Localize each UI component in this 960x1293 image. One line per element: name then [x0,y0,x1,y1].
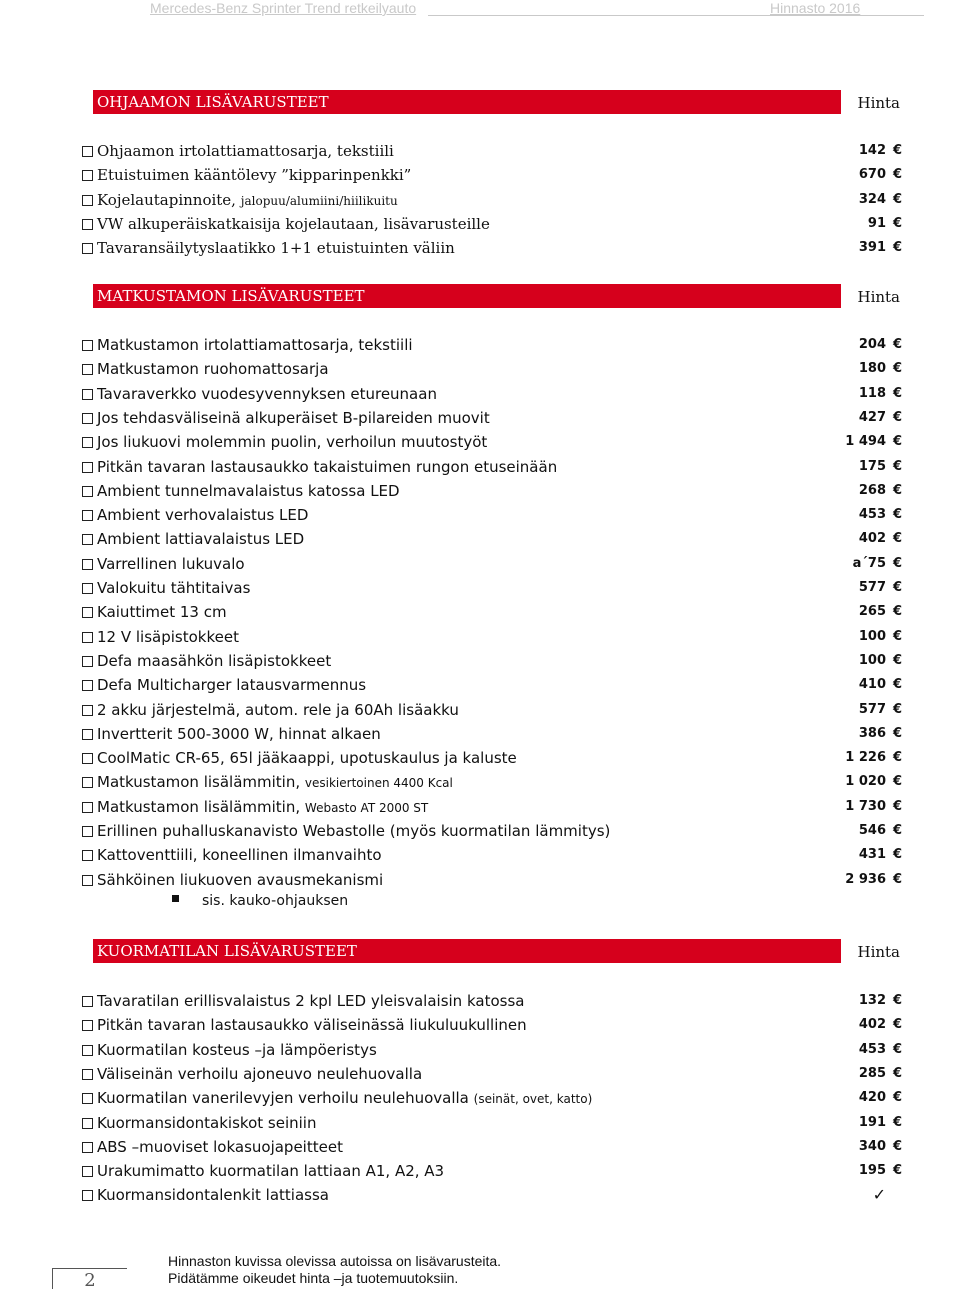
item-label [97,1088,592,1109]
list-item [80,1088,902,1108]
item-label-text: Jos liukuovi molemmin puolin, verhoilun muutostyöt [97,433,488,452]
list-item [80,505,902,525]
item-price-value: 386 [858,725,886,741]
header-price-list: Hinnasto 2016 [770,0,861,16]
item-price [859,724,902,744]
item-label-text: Tavaransäilytyslaatikko 1+1 etuistuinten väliin [97,239,455,258]
item-label-text: Pitkän tavaran lastausaukko väliseinässä liukuluukullinen [97,1016,527,1035]
checkbox-icon[interactable] [82,680,93,691]
item-label-text: Ohjaamon irtolattiamattosarja, tekstiili [97,142,394,160]
item-label [97,1040,377,1060]
item-price [859,408,902,428]
item-price-currency: € [892,361,902,377]
price-header-cargo: Hinta [857,943,900,961]
checkbox-icon[interactable] [82,777,93,788]
checkbox-icon[interactable] [82,1166,93,1177]
item-label [97,1064,422,1084]
item-price [859,651,902,671]
item-price-currency: € [892,1163,902,1179]
item-label [97,1185,329,1205]
item-label [97,481,400,501]
list-item [80,408,902,428]
item-price-currency: € [892,143,902,158]
item-label [97,1015,527,1035]
item-label-note: Webasto AT 2000 ST [304,800,429,815]
item-price-currency: € [892,555,902,571]
item-label [97,505,308,525]
checkbox-icon[interactable] [82,1142,93,1153]
item-price [859,700,902,720]
list-item [80,1040,902,1060]
item-price-value: 410 [858,677,886,693]
item-price [859,845,902,865]
item-label-text: Matkustamon lisälämmitin, [97,773,301,792]
item-label [97,359,329,379]
list-item [80,1113,902,1133]
list-item [80,165,902,185]
item-price-currency: € [892,482,902,498]
item-label-text: Ambient tunnelmavalaistus katossa LED [97,481,400,500]
item-label-text: Defa Multicharger latausvarmennus [97,676,367,695]
item-label-note: (seinät, ovet, katto) [473,1092,593,1107]
item-price-currency: € [892,1017,902,1033]
checkbox-icon[interactable] [82,1093,93,1104]
item-price-currency: € [892,215,902,231]
item-price-currency: € [892,725,902,741]
checkbox-icon[interactable] [82,243,93,254]
item-label-text: 2 akku järjestelmä, autom. rele ja 60Ah lisäakku [97,700,459,719]
section-title-cab: OHJAAMON LISÄVARUSTEET [93,90,841,114]
checkbox-icon[interactable] [82,413,93,424]
list-item [80,238,902,258]
item-label-text: Kuormatilan vanerilevyjen verhoilu neulehuovalla [97,1089,469,1108]
item-price [868,214,902,234]
list-item [80,1137,902,1157]
checkbox-icon[interactable] [82,1069,93,1080]
list-item [80,797,902,817]
item-label [97,432,487,452]
item-price [859,602,902,622]
item-label [97,748,517,768]
list-item [80,870,902,890]
item-price-value: 420 [858,1090,886,1106]
bullet-icon [172,895,179,902]
checkbox-icon[interactable] [82,996,93,1007]
item-price-currency: € [892,580,902,595]
item-label [97,651,331,671]
item-price-value: 340 [858,1138,886,1154]
item-price [859,1113,902,1133]
item-price-currency: € [892,1065,902,1081]
checkbox-icon[interactable] [82,559,93,570]
item-label [97,602,227,622]
item-label-text: Tavaraverkko vuodesyvennyksen etureunaan [97,384,437,403]
header-title: Mercedes-Benz Sprinter Trend retkeilyauto [150,0,417,16]
item-label-text: Urakumimatto kuormatilan lattiaan A1, A2, A3 [97,1162,445,1181]
item-label [97,1113,316,1133]
item-label [97,529,304,549]
item-price-currency: € [892,1114,902,1130]
item-label [97,165,411,185]
item-price [859,1040,902,1060]
item-label [97,870,383,890]
item-label [97,797,428,818]
item-price [859,1137,902,1157]
item-price-currency: € [892,409,902,425]
item-label [97,1137,343,1157]
list-item [80,214,902,234]
list-item [80,457,902,477]
checkbox-icon[interactable] [82,510,93,521]
item-label-text: Erillinen puhalluskanavisto Webastolle (myös kuormatilan lämmitys) [97,822,611,840]
list-item [80,1015,902,1035]
item-price-currency: € [892,677,902,693]
item-price-value: 91 [867,215,886,231]
item-label [97,724,381,744]
item-price-value: 427 [858,409,886,425]
item-price-value: 180 [858,361,886,377]
item-label-text: Väliseinän verhoilu ajoneuvo neulehuovalla [97,1064,423,1083]
item-price-value: 100 [858,652,886,668]
checkbox-icon[interactable] [82,389,93,400]
list-item [80,529,902,549]
item-label [97,1161,444,1181]
item-price-value: 204 [858,337,886,352]
item-price-value: 577 [858,701,886,717]
item-price-value: 1 730 [845,798,886,814]
item-price [859,238,902,258]
item-label [97,845,382,865]
list-item [80,821,902,841]
item-price [859,578,902,598]
item-price-value: 100 [858,628,886,644]
checkbox-icon[interactable] [82,1020,93,1031]
item-price-value: 391 [858,240,886,256]
item-label-text: Jos tehdasväliseinä alkuperäiset B-pilareiden muovit [97,408,490,427]
item-price-value: 1 226 [845,750,886,766]
item-price [859,675,902,695]
item-label-text: Defa maasähkön lisäpistokkeet [97,651,332,670]
checkbox-icon[interactable] [82,146,93,157]
item-price [859,384,902,404]
item-price-currency: € [892,240,902,256]
item-price-value: 453 [858,1041,886,1057]
item-label-text: Kuormansidontalenkit lattiassa [97,1186,329,1205]
item-label-note: vesikiertoinen 4400 Kcal [304,776,453,791]
item-label-text: Valokuitu tähtitaivas [97,579,251,597]
price-header-living: Hinta [857,288,900,306]
list-item [80,627,902,647]
item-price-currency: € [892,531,902,547]
checkbox-icon[interactable] [82,170,93,181]
item-price [859,190,902,210]
item-price-currency: € [892,507,902,523]
item-price [859,141,902,161]
item-label-text: Matkustamon irtolattiamattosarja, tekstiili [97,336,413,354]
item-price [845,772,902,792]
list-item [80,602,902,622]
checkbox-icon[interactable] [82,462,93,473]
item-label [97,675,366,695]
item-label-text: Invertterit 500-3000 W, hinnat alkaen [97,724,381,743]
list-item [80,141,902,161]
section-title-cargo: KUORMATILAN LISÄVARUSTEET [93,939,841,963]
checkbox-icon[interactable] [82,607,93,618]
item-price-currency: € [892,1138,902,1154]
list-item [80,1064,902,1084]
list-item [80,481,902,501]
item-price [859,359,902,379]
item-label-text: Kuormansidontakiskot seiniin [97,1113,317,1132]
checkbox-icon[interactable] [82,850,93,861]
item-price-value: 1 494 [845,434,886,450]
item-price-value: 265 [858,604,886,620]
item-price [859,991,902,1011]
checkbox-icon[interactable] [82,875,93,886]
checkbox-icon[interactable] [82,486,93,497]
item-label-text: Matkustamon lisälämmitin, [97,797,301,816]
checkbox-icon[interactable] [82,340,93,351]
item-price-value: 142 [858,143,886,158]
list-item [80,991,902,1011]
item-label-text: Kaiuttimet 13 cm [97,603,227,622]
list-item [80,1161,902,1181]
item-label [97,214,490,234]
page-header [150,0,870,18]
list-item [80,432,902,452]
item-label-text: Ambient verhovalaistus LED [97,506,309,525]
item-price [859,529,902,549]
checkbox-icon[interactable] [82,1045,93,1056]
item-label [97,627,239,647]
item-price-value: 175 [858,458,886,474]
checkbox-icon[interactable] [82,583,93,594]
item-price-value: 453 [858,507,886,523]
item-price-currency: € [892,385,902,401]
list-item [80,1185,902,1205]
item-price [845,870,902,890]
item-price [845,748,902,768]
item-price-currency: € [892,458,902,474]
item-label-text: Ambient lattiavalaistus LED [97,530,305,549]
item-price [859,505,902,525]
item-price-value: 577 [858,580,886,595]
item-price [845,797,902,817]
item-price [859,821,902,841]
item-price [859,481,902,501]
item-label [97,578,250,598]
item-price [859,1088,902,1108]
item-price [859,457,902,477]
list-item [80,675,902,695]
footer-line-1: Hinnaston kuvissa olevissa autoissa on lisävarusteita. [168,1253,502,1269]
item-label-text: Kojelautapinnoite, [97,190,236,209]
item-label [97,821,610,841]
item-label [97,408,490,428]
item-price-currency: € [892,774,902,790]
item-price [859,1161,902,1181]
item-price-currency: € [892,434,902,450]
item-label [97,991,524,1011]
item-label [97,384,437,404]
item-price-currency: € [892,337,902,352]
list-item [80,578,902,598]
item-label-text: Varrellinen lukuvalo [97,554,245,573]
item-label-text: Etuistuimen kääntölevy ”kipparinpenkki” [97,166,412,185]
item-label-text: Matkustamon ruohomattosarja [97,360,329,379]
item-price-value: 191 [858,1114,886,1130]
item-label [97,457,557,477]
item-label [97,772,453,793]
list-item [80,384,902,404]
checkbox-icon[interactable] [82,729,93,740]
item-price-value: 285 [858,1065,886,1081]
item-label [97,700,459,720]
item-price-currency: € [892,628,902,644]
item-price-currency: € [892,871,902,887]
item-label-text: VW alkuperäiskatkaisija kojelautaan, lisävarusteille [97,214,490,233]
list-item [80,190,902,210]
section-title-living: MATKUSTAMON LISÄVARUSTEET [93,284,841,308]
checkbox-icon[interactable] [82,195,93,206]
item-price-value: 195 [858,1163,886,1179]
item-label-text: Tavaratilan erillisvalaistus 2 kpl LED yleisvalaisin katossa [97,992,525,1010]
item-price [873,1185,902,1207]
item-label-text: Sähköinen liukuoven avausmekanismi [97,870,384,889]
item-price-value: 431 [858,847,886,863]
item-price-value: 324 [858,191,886,207]
item-price [859,1015,902,1035]
list-item [80,724,902,744]
item-price-currency: € [892,701,902,717]
item-label-text: ABS –muoviset lokasuojapeitteet [97,1137,343,1156]
price-header-cab: Hinta [857,94,900,112]
item-label-text: Kattoventtiili, koneellinen ilmanvaihto [97,846,382,865]
item-price [853,554,902,574]
item-price-value: 118 [858,385,886,401]
list-item [80,772,902,792]
checkbox-icon[interactable] [82,534,93,545]
list-item [80,335,902,355]
checkbox-icon[interactable] [82,632,93,643]
footer-line-2: Pidätämme oikeudet hinta –ja tuotemuutoksiin. [168,1270,459,1286]
checkbox-icon[interactable] [82,1118,93,1129]
item-price-currency: € [892,167,902,183]
item-price-value: 402 [858,1017,886,1033]
list-item [80,359,902,379]
item-price-value: 670 [858,167,886,183]
checkbox-icon[interactable] [82,364,93,375]
item-price [859,165,902,185]
item-price-value: 1 020 [845,774,886,790]
checkbox-icon[interactable] [82,437,93,448]
item-price [859,1064,902,1084]
checkbox-icon[interactable] [82,219,93,230]
checkbox-icon[interactable] [82,753,93,764]
sub-bullet-text: sis. kauko-ohjauksen [202,893,349,909]
checkbox-icon[interactable] [82,826,93,837]
item-price-currency: € [892,1041,902,1057]
item-label [97,141,394,161]
page-number: 2 [52,1268,127,1289]
item-label [97,554,245,574]
item-price-value: 268 [858,482,886,498]
item-label-note: jalopuu/alumiini/hiilikuitu [240,193,398,208]
item-price-value: 132 [858,993,886,1008]
checkbox-icon[interactable] [82,802,93,813]
item-price [859,627,902,647]
item-price-currency: € [892,1090,902,1106]
item-price-currency: € [892,993,902,1008]
item-label [97,238,455,258]
item-price-value: a´75 [852,555,886,571]
list-item [80,748,902,768]
item-price [845,432,902,452]
item-label-text: Pitkän tavaran lastausaukko takaistuimen rungon etuseinään [97,457,558,476]
list-item [80,700,902,720]
item-price-currency: € [892,798,902,814]
item-price-value: 2 936 [845,871,886,887]
list-item [80,554,902,574]
item-price-currency: € [892,750,902,766]
item-price-currency: € [892,847,902,863]
list-item [80,845,902,865]
checkbox-icon[interactable] [82,656,93,667]
list-item [80,651,902,671]
item-label-text: CoolMatic CR-65, 65l jääkaappi, upotuskaulus ja kaluste [97,749,517,768]
item-price-value: 546 [858,823,886,838]
checkbox-icon[interactable] [82,1190,93,1201]
item-label-text: 12 V lisäpistokkeet [97,627,239,646]
item-price-currency: € [892,652,902,668]
item-price-currency: € [892,823,902,838]
item-label [97,335,413,355]
item-price-currency: € [892,191,902,207]
item-price [859,335,902,355]
item-label [97,190,398,211]
item-price-value: ✓ [872,1185,886,1205]
item-price-currency: € [892,604,902,620]
item-label-text: Kuormatilan kosteus –ja lämpöeristys [97,1040,377,1059]
item-price-value: 402 [858,531,886,547]
checkbox-icon[interactable] [82,705,93,716]
